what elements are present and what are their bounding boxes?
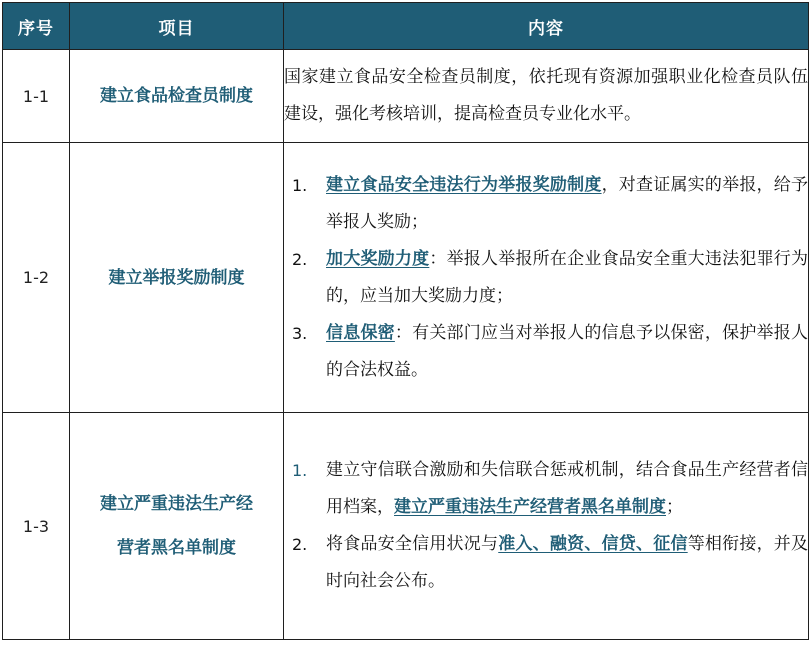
- list-item: [284, 241, 808, 315]
- regulation-table: [2, 2, 809, 640]
- list-item: [284, 167, 808, 241]
- point-text: ：有关部门应当对举报人的信息予以保密，保护举报人的合法权益。: [326, 322, 809, 380]
- row-content: [284, 413, 809, 640]
- point-text: 将食品安全信用状况与: [326, 534, 499, 554]
- point-text: ：举报人举报所在企业食品安全重大违法犯罪行为的，应当加大奖励力度；: [326, 248, 809, 306]
- content-text: 国家建立食品安全检查员制度，依托现有资源加强职业化检查员队伍建设，强化考核培训，提高检查员专业化水平。: [284, 67, 808, 124]
- header-no: 序号: [3, 3, 70, 50]
- highlight-text: 加大奖励力度: [326, 248, 430, 269]
- header-item: 项目: [70, 3, 284, 50]
- list-item: [284, 526, 808, 600]
- point-number: 2.: [292, 535, 308, 554]
- point-list: [284, 452, 808, 600]
- point-text: 等相衔接，并及时向社会公布。: [326, 534, 809, 591]
- point-number: 1.: [292, 175, 308, 195]
- row-number: 1-1: [3, 50, 70, 143]
- point-text: ；: [666, 497, 683, 517]
- point-number: 1.: [292, 461, 308, 480]
- row-content: [284, 143, 809, 413]
- list-item: [284, 452, 808, 526]
- table-row: [3, 50, 809, 143]
- row-item-title: 建立举报奖励制度: [70, 143, 284, 413]
- list-item: [284, 315, 808, 389]
- row-item-title: 建立食品检查员制度: [70, 50, 284, 143]
- point-number: 2.: [292, 249, 308, 269]
- header-content: 内容: [284, 3, 809, 50]
- table-header: [3, 3, 809, 50]
- table-row: [3, 143, 809, 413]
- highlight-text: 建立食品安全违法行为举报奖励制度: [326, 174, 602, 195]
- row-number: 1-3: [3, 413, 70, 640]
- row-content: [284, 50, 809, 143]
- point-text: 建立守信联合激励和失信联合惩戒机制，结合食品生产经营者信用档案，: [326, 460, 808, 517]
- point-number: 3.: [292, 323, 308, 343]
- row-number: 1-2: [3, 143, 70, 413]
- point-list: [284, 167, 808, 389]
- point-text: ，对查证属实的举报，给予举报人奖励；: [326, 174, 809, 232]
- item-title-line-2: 营者黑名单制度: [117, 538, 236, 558]
- item-title-line-1: 建立严重违法生产经: [100, 494, 253, 514]
- highlight-text: 信息保密: [326, 322, 395, 343]
- row-item-title: [70, 413, 284, 640]
- highlight-text: 准入、融资、信贷、征信: [498, 534, 688, 554]
- highlight-text: 建立严重违法生产经营者黑名单制度: [394, 497, 666, 517]
- table-row: [3, 413, 809, 640]
